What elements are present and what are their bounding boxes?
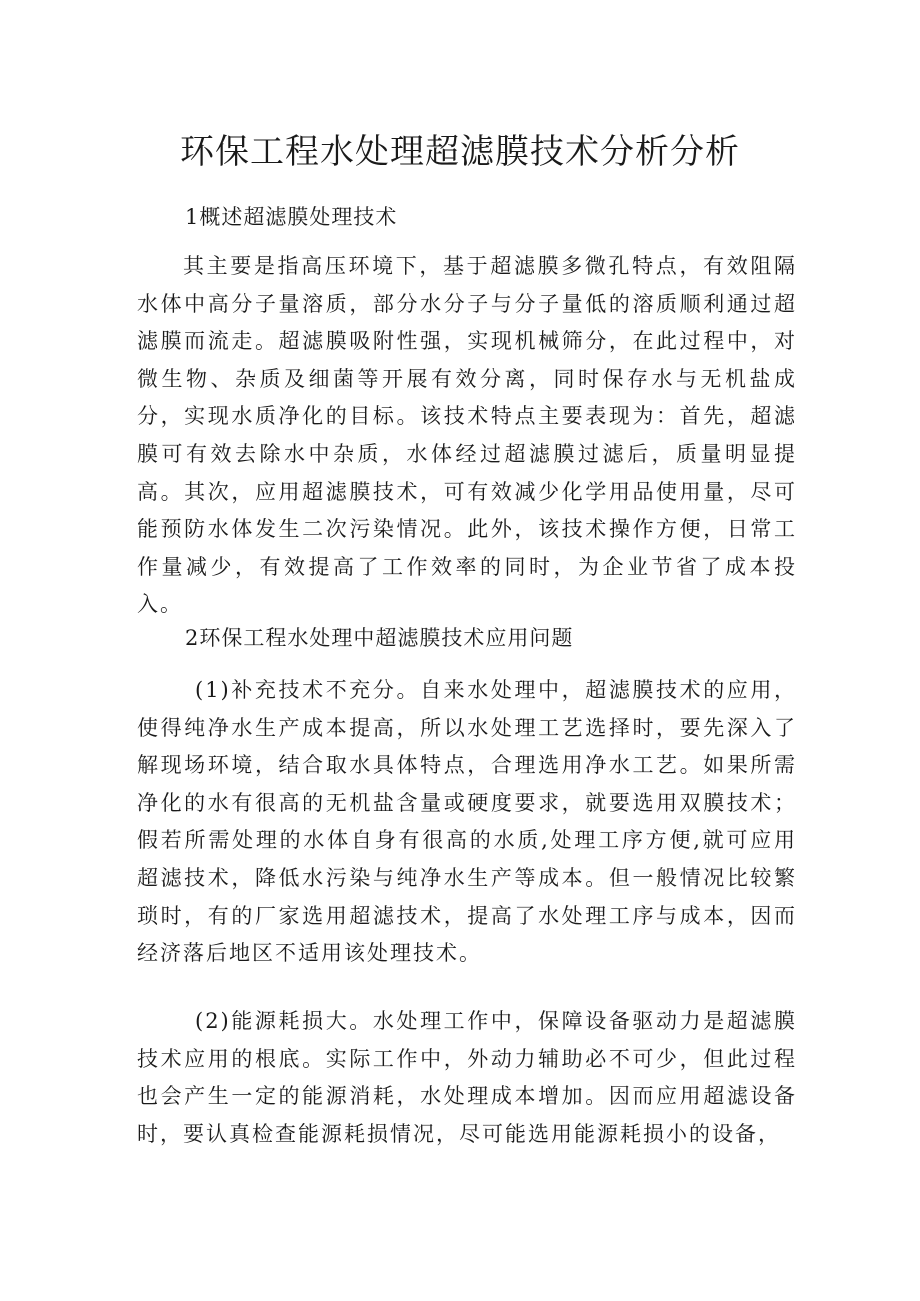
- document-title: 环保工程水处理超滤膜技术分析分析: [180, 132, 740, 172]
- section-heading-overview: 1概述超滤膜处理技术: [185, 205, 398, 229]
- section-heading-problems: 2环保工程水处理中超滤膜技术应用问题: [185, 626, 574, 650]
- paragraph-energy-consumption: (2)能源耗损大。水处理工作中，保障设备驱动力是超滤膜技术应用的根底。实际工作中，外动力辅助必不可少，但此过程也会产生一定的能源消耗，水处理成本增加。因而应用超滤设备时，要认真检查能源耗损情况，尽可能选用能源耗损小的设备，: [137, 1009, 797, 1146]
- paragraph-overview: 其主要是指高压环境下，基于超滤膜多微孔特点，有效阻隔水体中高分子量溶质，部分水分子与分子量低的溶质顺利通过超滤膜而流走。超滤膜吸附性强，实现机械筛分，在此过程中，对微生物、杂质及细菌等开展有效分离，同时保存水与无机盐成分，实现水质净化的目标。该技术特点主要表现为：首先，超滤膜可有效去除水中杂质，水体经过超滤膜过滤后，质量明显提高。其次，应用超滤膜技术，可有效减少化学用品使用量，尽可能预防水体发生二次污染情况。此外，该技术操作方便，日常工作量减少，有效提高了工作效率的同时，为企业节省了成本投入。: [137, 254, 797, 617]
- paragraph-insufficient-technology: (1)补充技术不充分。自来水处理中，超滤膜技术的应用，使得纯净水生产成本提高，所以水处理工艺选择时，要先深入了解现场环境，结合取水具体特点，合理选用净水工艺。如果所需净化的水有很高的无机盐含量或硬度要求，就要选用双膜技术；假若所需处理的水体自身有很高的水质,处理工序方便,就可应用超滤技术，降低水污染与纯净水生产等成本。但一般情况比较繁琐时，有的厂家选用超滤技术，提高了水处理工序与成本，因而经济落后地区不适用该处理技术。: [137, 678, 797, 966]
